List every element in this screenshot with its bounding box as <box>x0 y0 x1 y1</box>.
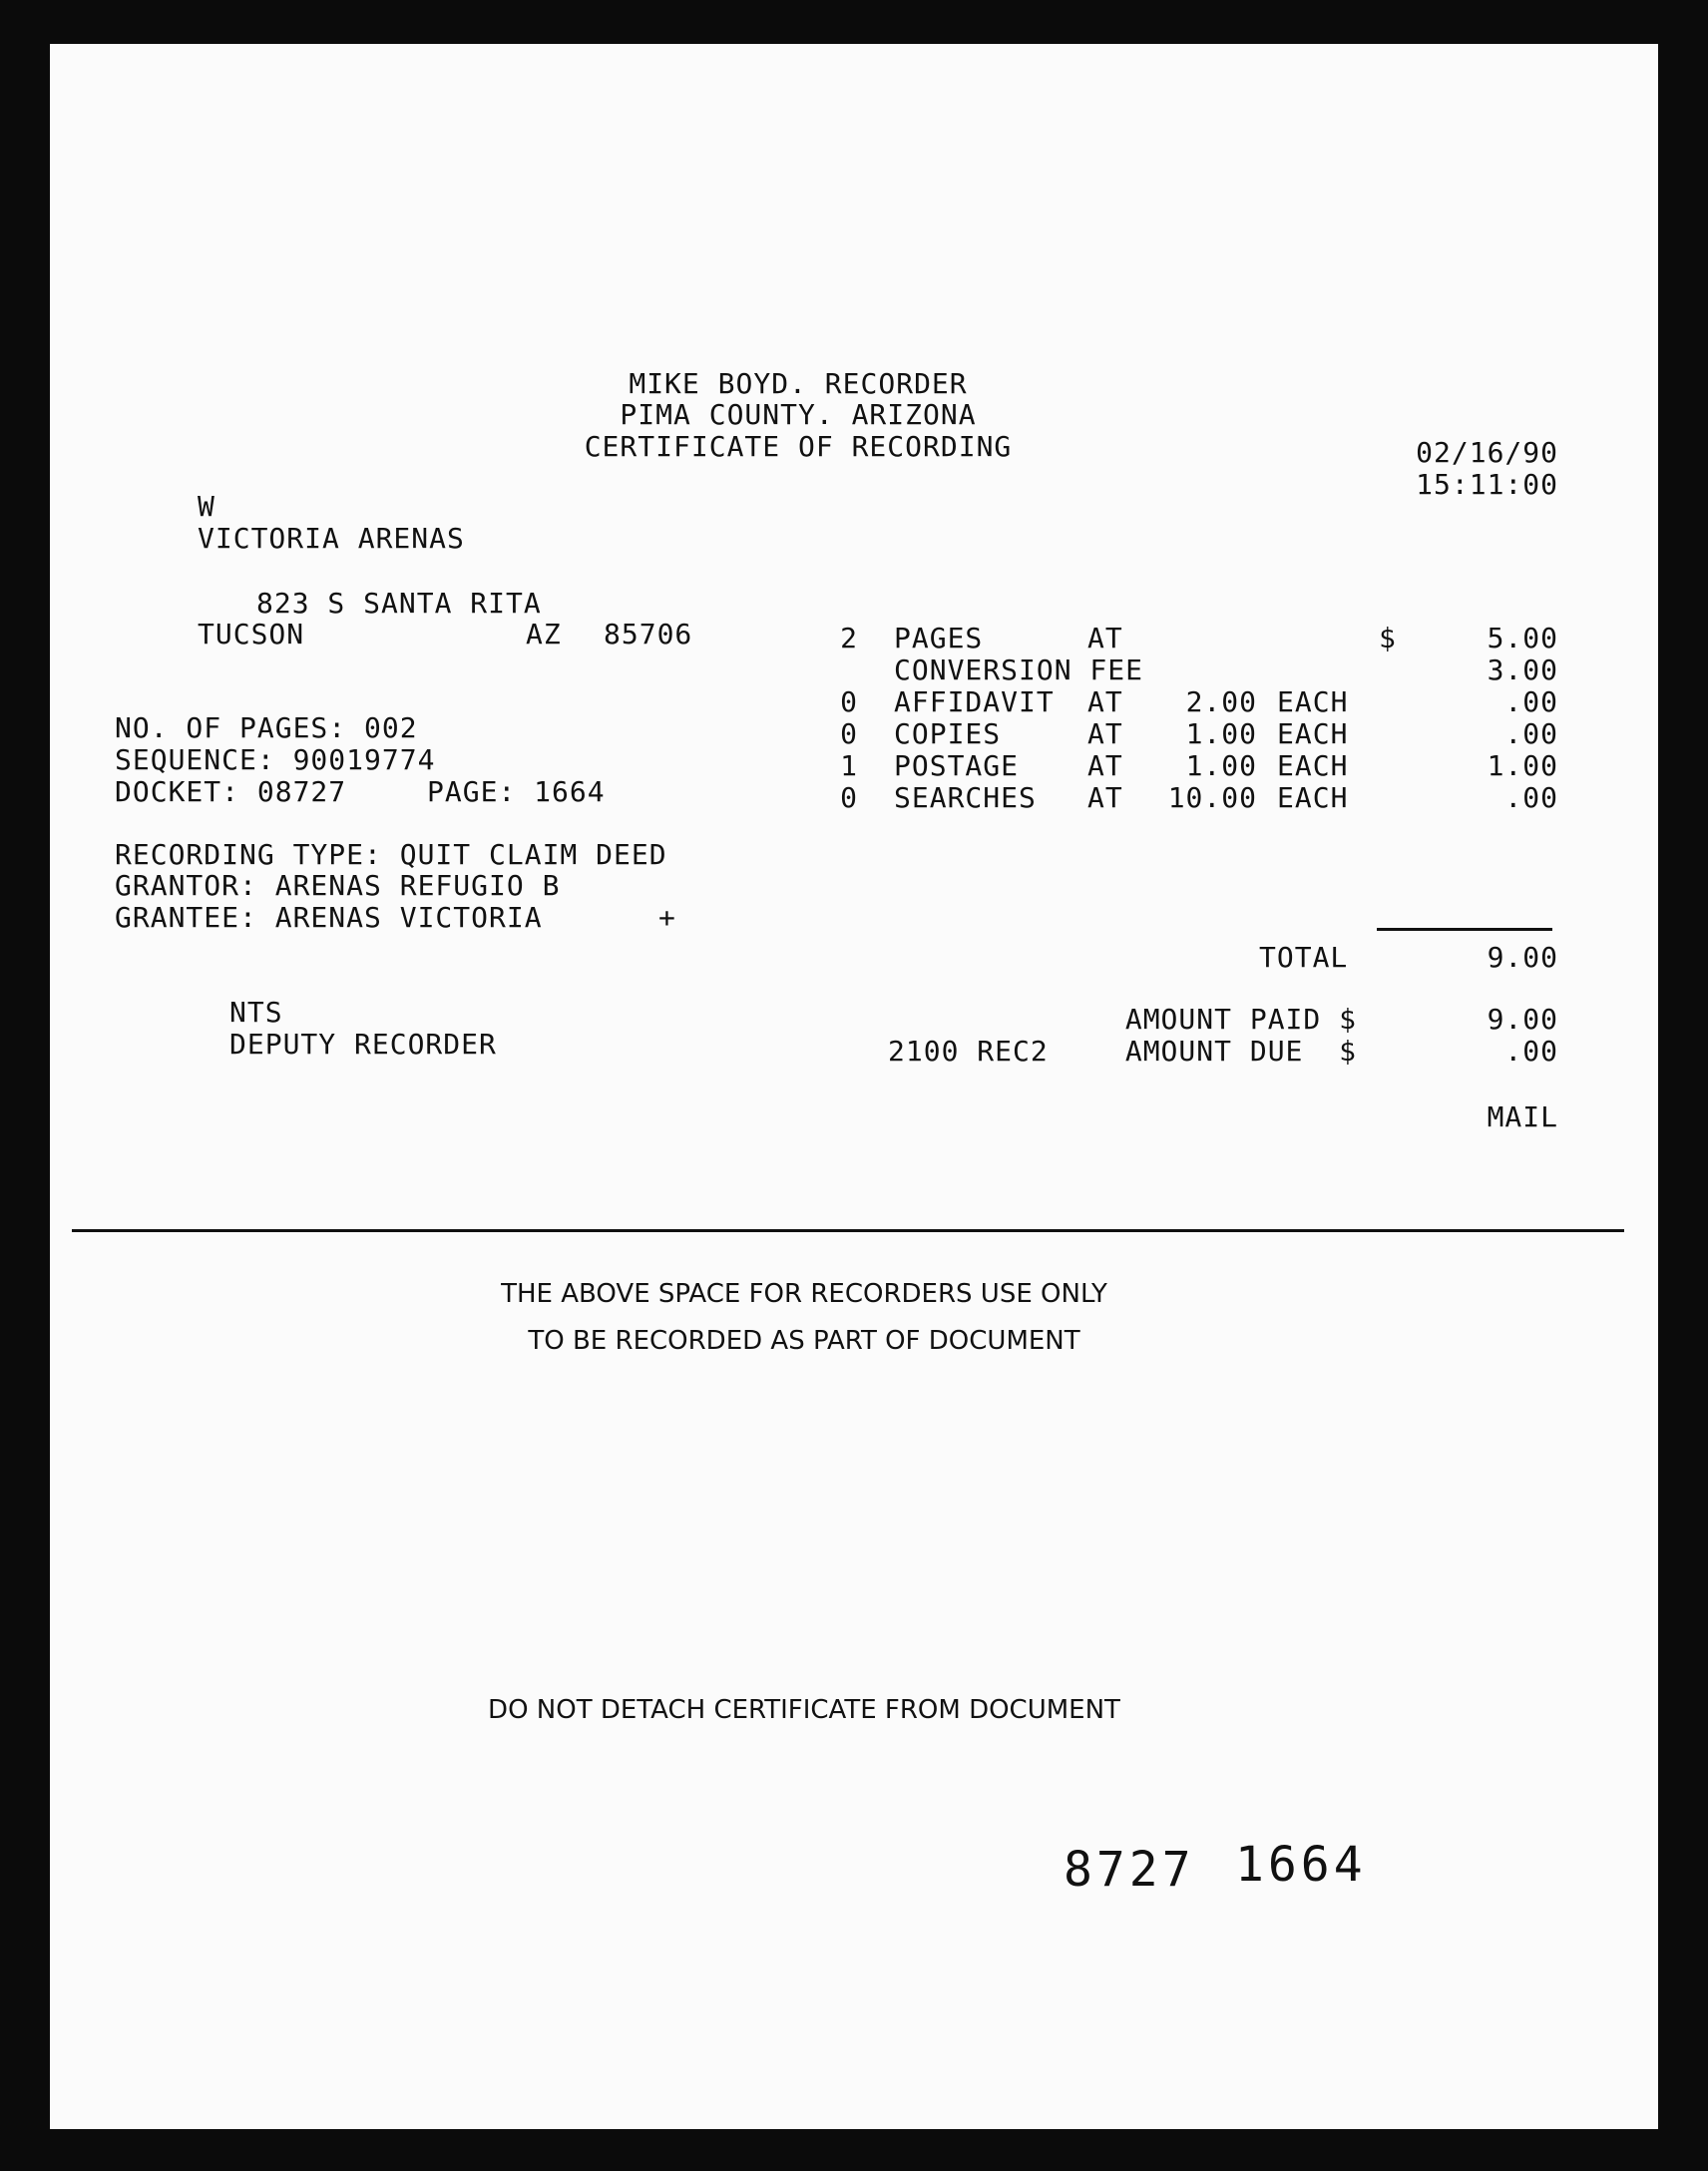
sequence-number: SEQUENCE: 90019774 <box>115 743 436 776</box>
address-zip: 85706 <box>604 618 693 651</box>
docket-number: DOCKET: 08727 <box>115 775 347 808</box>
address-state: AZ <box>526 618 562 651</box>
fee-qty: 0 <box>840 685 858 718</box>
fee-qty: 1 <box>840 749 858 782</box>
record-as-part-notice: TO BE RECORDED AS PART OF DOCUMENT <box>528 1326 1080 1356</box>
recording-type: RECORDING TYPE: QUIT CLAIM DEED <box>115 838 667 871</box>
scan-border-bottom <box>0 2129 1708 2171</box>
county-name: PIMA COUNTY. ARIZONA <box>620 398 977 431</box>
delivery-method: MAIL <box>1487 1100 1558 1133</box>
fee-dollar: $ <box>1379 622 1397 654</box>
fee-item: POSTAGE <box>894 749 1020 782</box>
fee-item: CONVERSION FEE <box>894 653 1144 686</box>
total-value: 9.00 <box>1487 941 1558 974</box>
fee-at: AT <box>1087 781 1123 814</box>
fee-each: EACH <box>1277 781 1349 814</box>
certificate-title: CERTIFICATE OF RECORDING <box>584 430 1013 463</box>
mail-code: W <box>198 490 215 523</box>
fee-amount: 3.00 <box>1487 653 1558 686</box>
fee-at: AT <box>1087 685 1123 718</box>
fee-rate: 10.00 <box>1167 781 1257 814</box>
fee-rate: 1.00 <box>1185 749 1257 782</box>
recorder-divider <box>72 1229 1624 1232</box>
grantor: GRANTOR: ARENAS REFUGIO B <box>115 869 561 902</box>
fee-at: AT <box>1087 749 1123 782</box>
number-of-pages: NO. OF PAGES: 002 <box>115 711 418 744</box>
amount-paid-label: AMOUNT PAID $ <box>1124 1003 1357 1036</box>
fee-qty: 0 <box>840 717 858 750</box>
fee-amount: .00 <box>1504 685 1558 718</box>
recorder-name: MIKE BOYD. RECORDER <box>629 367 968 400</box>
fee-item: COPIES <box>894 717 1002 750</box>
deputy-title: DEPUTY RECORDER <box>229 1028 497 1061</box>
total-label: TOTAL <box>1259 941 1349 974</box>
fee-amount: 1.00 <box>1487 749 1558 782</box>
handwritten-page: 1664 <box>1235 1837 1367 1893</box>
station-id: 2100 REC2 <box>888 1035 1049 1068</box>
handwritten-docket: 8727 <box>1064 1842 1195 1898</box>
addressee-name: VICTORIA ARENAS <box>198 522 465 555</box>
docket-page: PAGE: 1664 <box>427 775 606 808</box>
recorder-use-notice: THE ABOVE SPACE FOR RECORDERS USE ONLY <box>501 1279 1107 1309</box>
fee-item: SEARCHES <box>894 781 1037 814</box>
address-city: TUCSON <box>198 618 305 651</box>
fee-item: PAGES <box>894 622 984 654</box>
fee-item: AFFIDAVIT <box>894 685 1055 718</box>
total-rule <box>1377 928 1552 931</box>
fee-qty: 2 <box>840 622 858 654</box>
amount-due-value: .00 <box>1504 1035 1558 1068</box>
grantee: GRANTEE: ARENAS VICTORIA <box>115 901 543 934</box>
grantee-mark: + <box>658 901 676 934</box>
record-time: 15:11:00 <box>1416 468 1558 501</box>
fee-rate: 2.00 <box>1185 685 1257 718</box>
certificate-page <box>50 44 1658 2129</box>
fee-each: EACH <box>1277 717 1349 750</box>
fee-each: EACH <box>1277 685 1349 718</box>
fee-amount: .00 <box>1504 781 1558 814</box>
deputy-initials: NTS <box>229 996 283 1029</box>
fee-at: AT <box>1087 717 1123 750</box>
fee-qty: 0 <box>840 781 858 814</box>
record-date: 02/16/90 <box>1416 436 1558 469</box>
amount-paid-value: 9.00 <box>1487 1003 1558 1036</box>
address-street: 823 S SANTA RITA <box>256 587 542 620</box>
fee-rate: 1.00 <box>1185 717 1257 750</box>
fee-amount: 5.00 <box>1487 622 1558 654</box>
do-not-detach-notice: DO NOT DETACH CERTIFICATE FROM DOCUMENT <box>488 1695 1120 1725</box>
fee-at: AT <box>1087 622 1123 654</box>
amount-due-label: AMOUNT DUE $ <box>1124 1035 1357 1068</box>
fee-each: EACH <box>1277 749 1349 782</box>
scan-border-top <box>0 0 1708 44</box>
fee-amount: .00 <box>1504 717 1558 750</box>
